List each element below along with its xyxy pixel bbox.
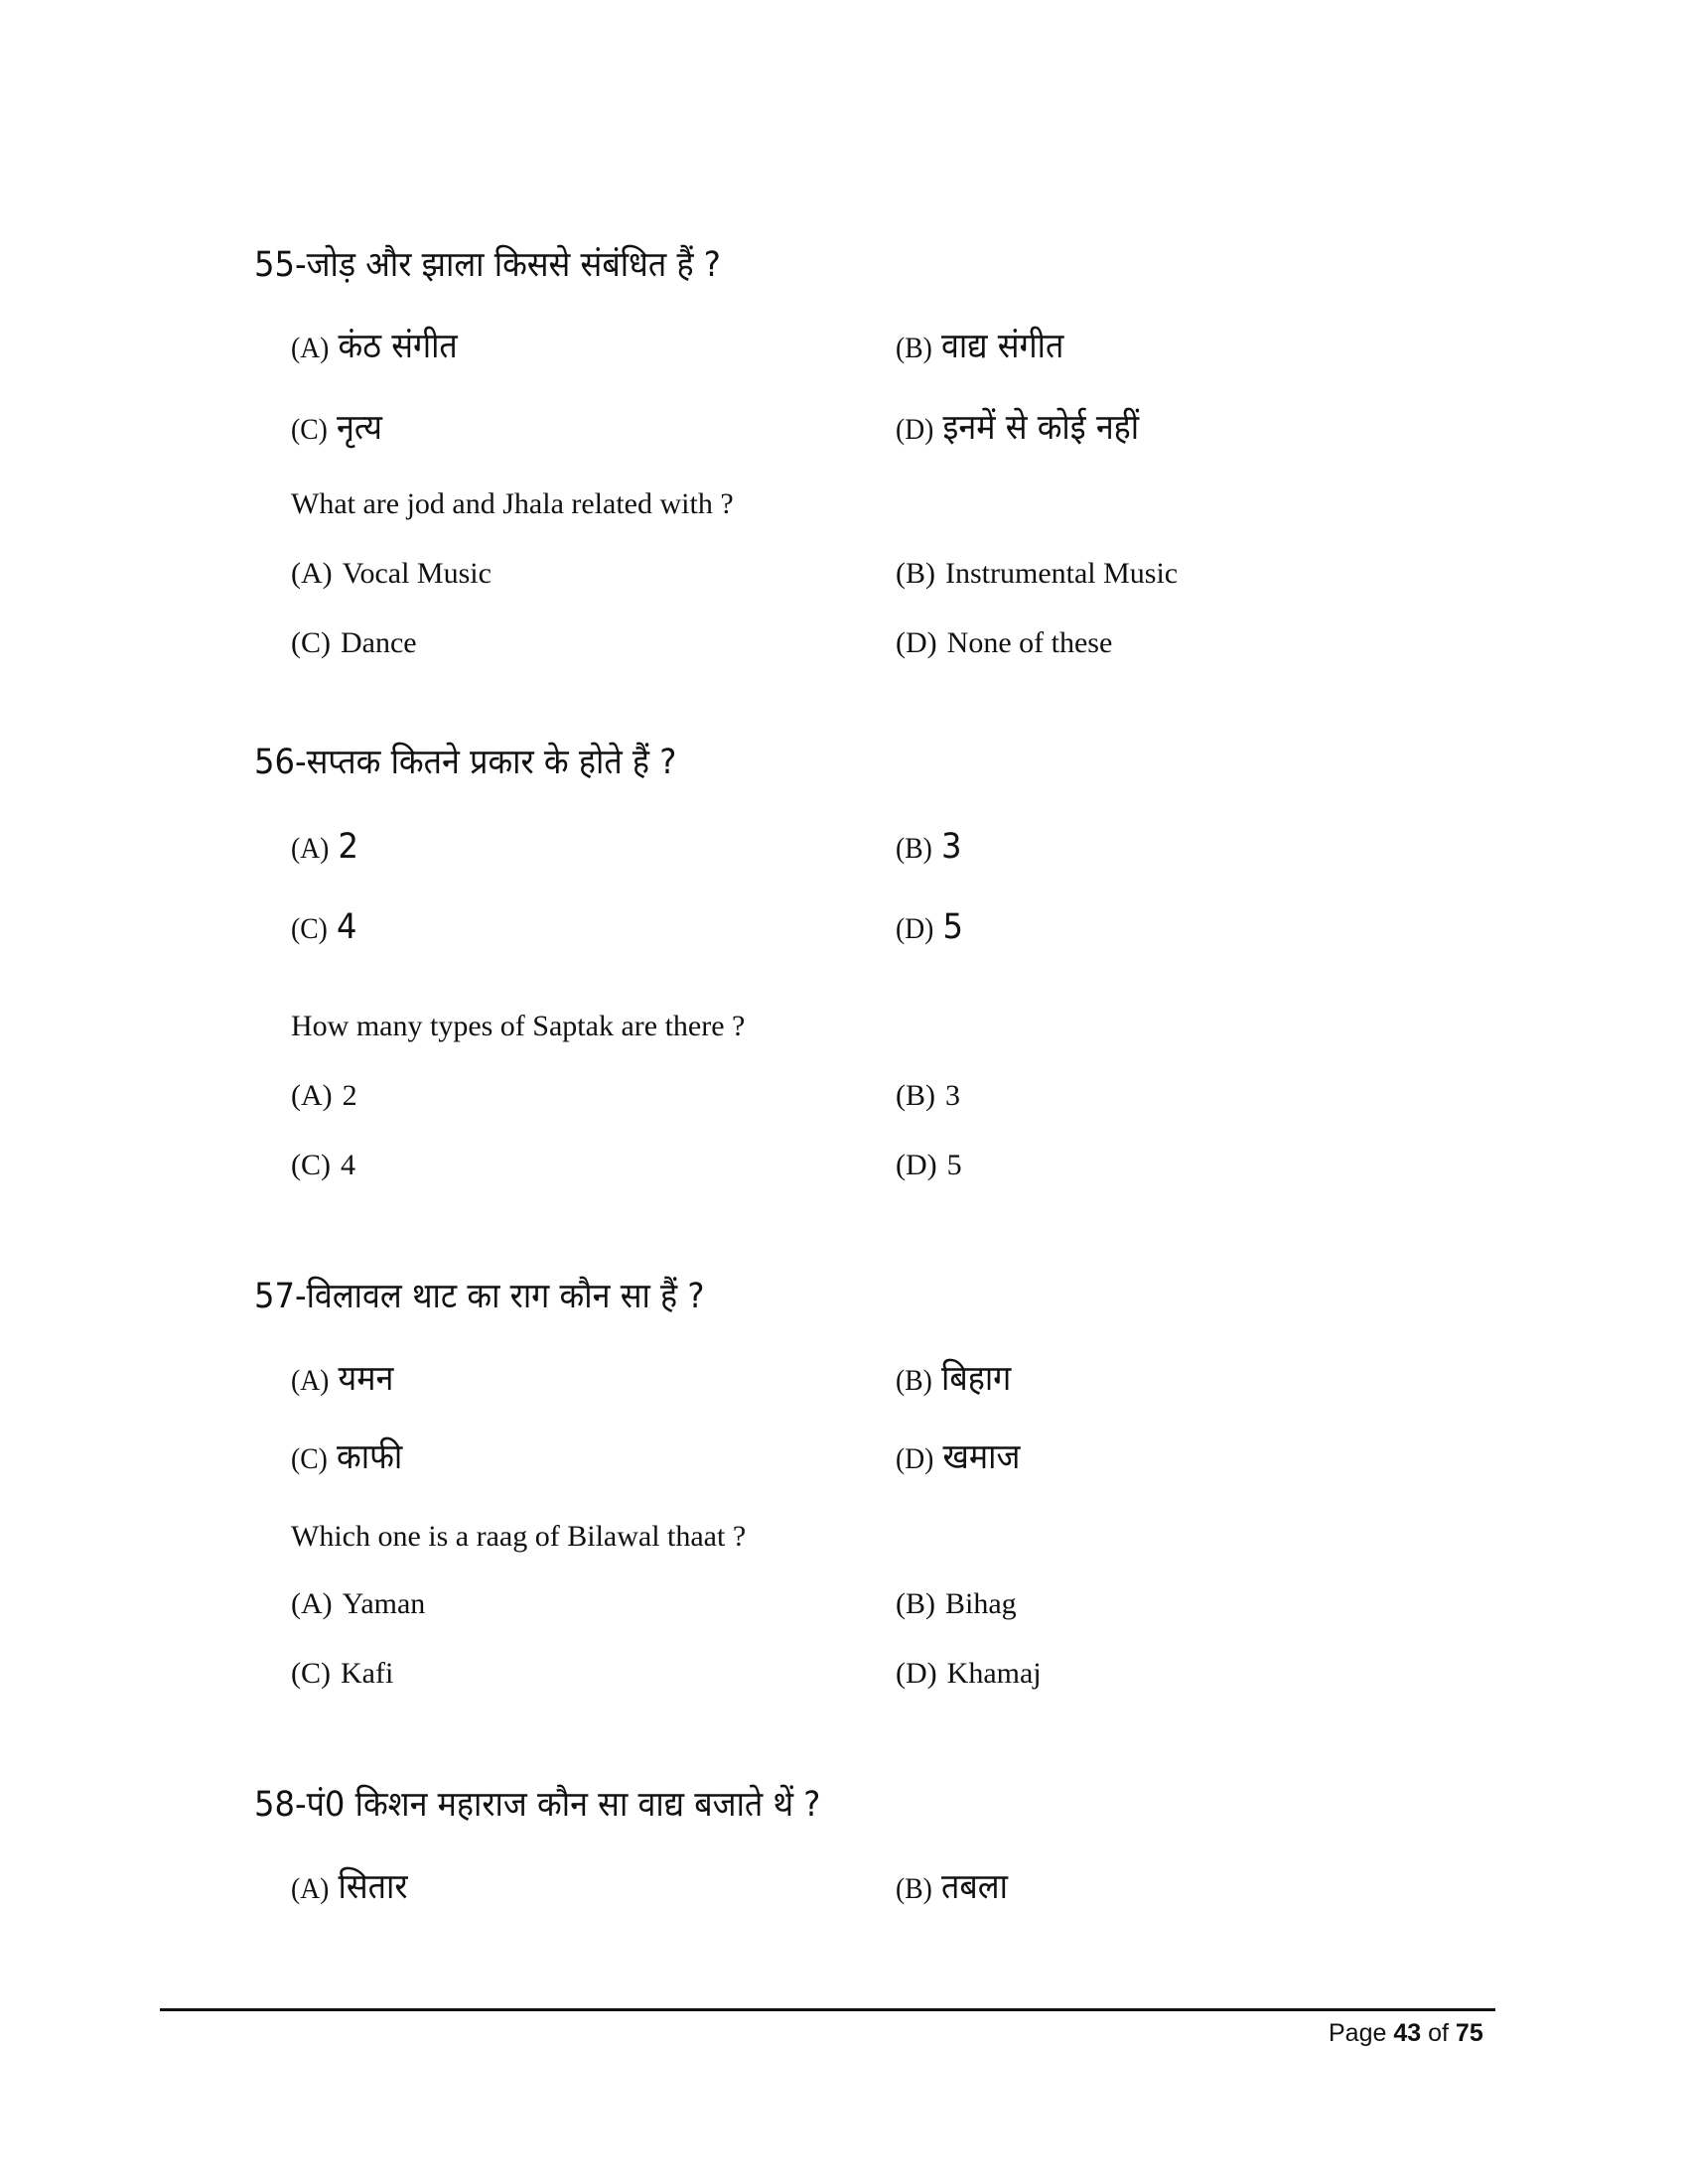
question-hindi: 56-सप्तक कितने प्रकार के होते हैं ? xyxy=(254,743,677,782)
option-english xyxy=(291,559,492,589)
option-text: 5 xyxy=(946,1149,962,1181)
question-english: How many types of Saptak are there ? xyxy=(291,1010,746,1042)
option-label: (A) xyxy=(291,1587,333,1620)
option-hindi xyxy=(896,907,964,947)
option-label: (B) xyxy=(896,332,932,364)
option-label: (D) xyxy=(896,626,937,659)
option-hindi xyxy=(896,827,962,867)
option-label: (A) xyxy=(291,332,330,364)
question-hindi: 55-जोड़ और झाला किससे संबंधित हैं ? xyxy=(254,245,721,285)
page-prefix: Page xyxy=(1329,2019,1387,2047)
option-text: 2 xyxy=(338,827,359,867)
option-label: (B) xyxy=(896,557,935,590)
option-english xyxy=(896,1081,960,1111)
option-label: (B) xyxy=(896,1079,935,1112)
option-english xyxy=(896,1659,1042,1689)
option-text: 4 xyxy=(337,907,357,947)
question-english: What are jod and Jhala related with ? xyxy=(291,487,734,520)
total-pages: 75 xyxy=(1455,2019,1483,2047)
option-english xyxy=(291,1151,355,1180)
option-text: 2 xyxy=(342,1079,357,1112)
option-label: (C) xyxy=(291,1442,328,1475)
option-label: (D) xyxy=(896,413,934,446)
option-english xyxy=(896,1151,962,1180)
option-hindi xyxy=(291,408,382,448)
option-text: Kafi xyxy=(341,1657,394,1690)
option-label: (A) xyxy=(291,1079,333,1112)
option-english xyxy=(896,559,1178,589)
option-label: (A) xyxy=(291,1364,330,1397)
option-english xyxy=(896,1589,1017,1619)
option-text: 5 xyxy=(942,907,964,947)
option-label: (B) xyxy=(896,1872,932,1905)
option-label: (C) xyxy=(291,1657,331,1690)
option-text: Bihag xyxy=(945,1587,1017,1620)
page-number xyxy=(1329,2019,1483,2048)
option-label: (A) xyxy=(291,1872,330,1905)
option-text: यमन xyxy=(338,1359,394,1399)
question-hindi: 58-पं0 किशन महाराज कौन सा वाद्य बजाते थें ? xyxy=(254,1785,821,1825)
option-text: सितार xyxy=(338,1867,408,1907)
option-english xyxy=(291,1589,425,1619)
option-text: 3 xyxy=(945,1079,960,1112)
question-hindi: 57-विलावल थाट का राग कौन सा हैं ? xyxy=(254,1277,705,1316)
option-hindi xyxy=(291,1359,394,1399)
option-label: (D) xyxy=(896,1442,934,1475)
footer-divider xyxy=(160,2008,1495,2011)
option-label: (B) xyxy=(896,1364,932,1397)
option-label: (D) xyxy=(896,1149,937,1181)
option-text: 3 xyxy=(941,827,962,867)
option-text: खमाज xyxy=(942,1437,1021,1477)
option-english xyxy=(291,1659,393,1689)
option-text: इनमें से कोई नहीं xyxy=(942,408,1140,448)
option-hindi xyxy=(291,1867,408,1907)
option-hindi xyxy=(896,1867,1008,1907)
option-hindi xyxy=(896,1437,1021,1477)
option-text: 4 xyxy=(341,1149,355,1181)
option-text: None of these xyxy=(946,626,1113,659)
option-text: काफी xyxy=(337,1437,403,1477)
option-label: (D) xyxy=(896,912,934,945)
option-label: (B) xyxy=(896,832,932,865)
option-text: Vocal Music xyxy=(342,557,492,590)
option-hindi xyxy=(291,1437,403,1477)
option-text: तबला xyxy=(941,1867,1008,1907)
option-english xyxy=(291,628,417,658)
option-label: (C) xyxy=(291,626,331,659)
option-label: (A) xyxy=(291,557,333,590)
option-label: (B) xyxy=(896,1587,935,1620)
question-english: Which one is a raag of Bilawal thaat ? xyxy=(291,1520,747,1553)
option-text: वाद्य संगीत xyxy=(941,327,1064,366)
option-label: (D) xyxy=(896,1657,937,1690)
option-hindi xyxy=(291,907,357,947)
option-label: (A) xyxy=(291,832,330,865)
option-text: Khamaj xyxy=(946,1657,1042,1690)
option-text: बिहाग xyxy=(941,1359,1012,1399)
option-hindi xyxy=(291,327,458,366)
option-hindi xyxy=(896,327,1064,366)
option-hindi xyxy=(291,827,359,867)
option-text: Instrumental Music xyxy=(945,557,1179,590)
option-text: कंठ संगीत xyxy=(338,327,458,366)
option-label: (C) xyxy=(291,912,328,945)
option-text: Dance xyxy=(341,626,417,659)
option-label: (C) xyxy=(291,413,328,446)
option-label: (C) xyxy=(291,1149,331,1181)
option-english xyxy=(896,628,1112,658)
option-text: Yaman xyxy=(342,1587,426,1620)
page-sep: of xyxy=(1428,2019,1449,2047)
option-hindi xyxy=(896,408,1140,448)
option-hindi xyxy=(896,1359,1012,1399)
current-page: 43 xyxy=(1393,2019,1422,2047)
option-text: नृत्य xyxy=(337,408,382,448)
option-english xyxy=(291,1081,357,1111)
